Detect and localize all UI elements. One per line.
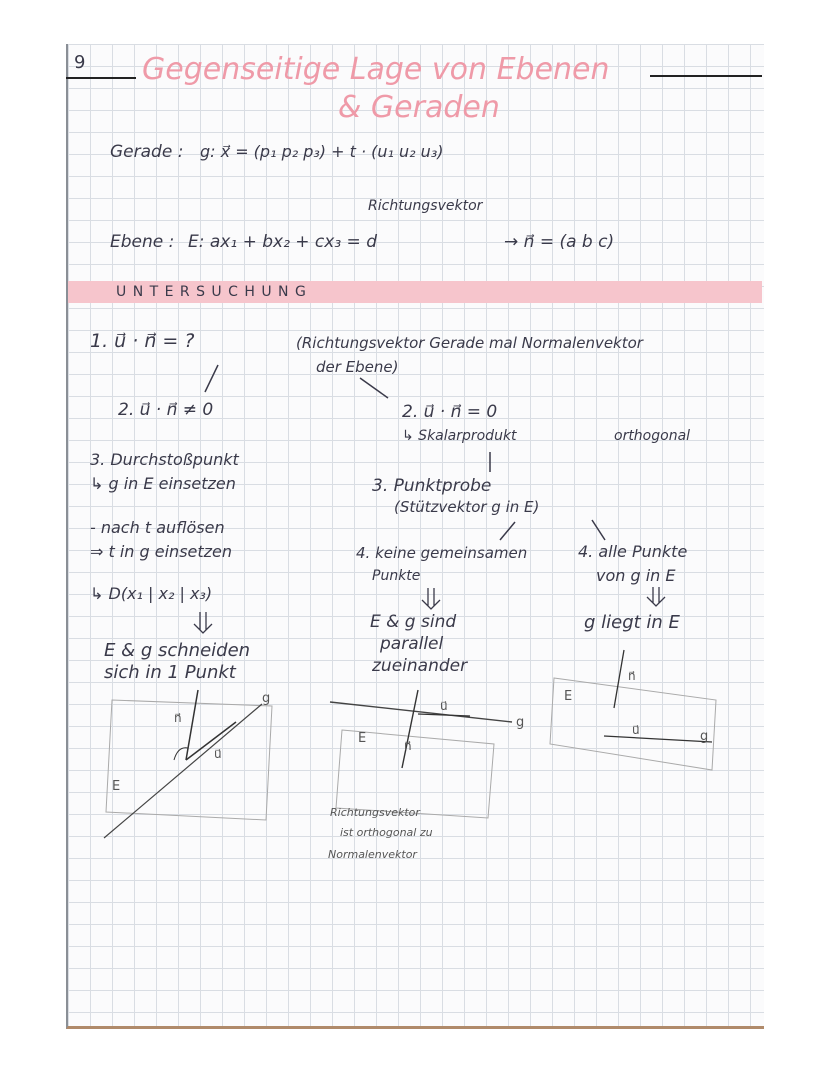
normal-vector: → n⃗ = (a b c) — [504, 232, 615, 252]
step1-note-1: (Richtungsvektor Gerade mal Normalenvektor — [296, 334, 643, 352]
sketch2-label-g: g — [516, 715, 525, 730]
step1-note-2: der Ebene) — [316, 358, 399, 376]
case-a-2: Punkte — [372, 568, 421, 584]
gerade-label: Gerade : — [110, 142, 184, 162]
case-b-2: von g in E — [596, 566, 676, 585]
case-a-res-3: zueinander — [372, 656, 468, 676]
right-step2-note-a: ↳ Skalarprodukt — [402, 428, 517, 444]
left-step2: 2. u⃗ · n⃗ ≠ 0 — [118, 400, 214, 420]
case-a-res-2: parallel — [380, 634, 444, 654]
sketch1-label-E: E — [112, 779, 121, 794]
left-step3-4: ⇒ t in g einsetzen — [90, 542, 233, 561]
case-a-1: 4. keine gemeinsamen — [356, 544, 528, 562]
page-number: 9 — [74, 52, 86, 73]
case-b-res: g liegt in E — [584, 612, 680, 633]
arrow-case-a — [500, 522, 515, 540]
right-step3-1: 3. Punktprobe — [372, 476, 492, 496]
right-step3-2: (Stützvektor g in E) — [394, 498, 540, 516]
right-step2-note-b: orthogonal — [614, 428, 691, 444]
sketch2-label-n: n⃗ — [404, 739, 412, 753]
sketch2-label-E: E — [358, 731, 367, 746]
section-heading: U N T E R S U C H U N G — [116, 284, 307, 300]
sketch3-label-u: u⃗ — [632, 723, 640, 737]
left-step3-1: 3. Durchstoßpunkt — [90, 450, 239, 469]
arrow-case-b — [592, 520, 605, 540]
sketch1-label-n: n⃗ — [174, 711, 182, 725]
richtungsvektor-label: Richtungsvektor — [368, 198, 483, 214]
arrow-right-branch — [360, 378, 388, 398]
left-result-1: E & g schneiden — [104, 640, 251, 661]
sketch3-label-g: g — [700, 729, 709, 744]
sketch-in-plane — [550, 650, 716, 770]
ebene-label: Ebene : — [110, 232, 175, 252]
sketch-parallel — [330, 690, 512, 818]
sketch3-label-n: n⃗ — [628, 669, 636, 683]
case-a-note-3: Normalenvektor — [328, 848, 417, 861]
left-step3-3: - nach t auflösen — [90, 518, 225, 537]
left-step3-2: ↳ g in E einsetzen — [90, 474, 236, 493]
sketch-intersection — [104, 690, 272, 838]
case-a-res-1: E & g sind — [370, 612, 457, 632]
right-step2: 2. u⃗ · n⃗ = 0 — [402, 402, 498, 422]
sketch3-label-E: E — [564, 689, 573, 704]
gerade-formula: g: x⃗ = (p₁ p₂ p₃) + t · (u₁ u₂ u₃) — [200, 142, 444, 161]
left-result-2: sich in 1 Punkt — [104, 662, 236, 683]
sketch1-label-g: g — [262, 691, 271, 706]
case-b-1: 4. alle Punkte — [578, 542, 688, 561]
case-a-note-2: ist orthogonal zu — [340, 826, 433, 839]
arrow-left-branch — [205, 365, 218, 392]
step1: 1. u⃗ · n⃗ = ? — [90, 330, 195, 352]
page-title: Gegenseitige Lage von Ebenen — [142, 52, 610, 87]
page-title-line2: & Geraden — [338, 90, 500, 125]
sketch2-label-u: u⃗ — [440, 699, 448, 713]
ebene-formula: E: ax₁ + bx₂ + cx₃ = d — [188, 232, 378, 252]
case-a-note-1: Richtungsvektor — [330, 806, 420, 819]
left-step3-5: ↳ D(x₁ | x₂ | x₃) — [90, 584, 213, 603]
sketch1-label-u: u⃗ — [214, 747, 222, 761]
